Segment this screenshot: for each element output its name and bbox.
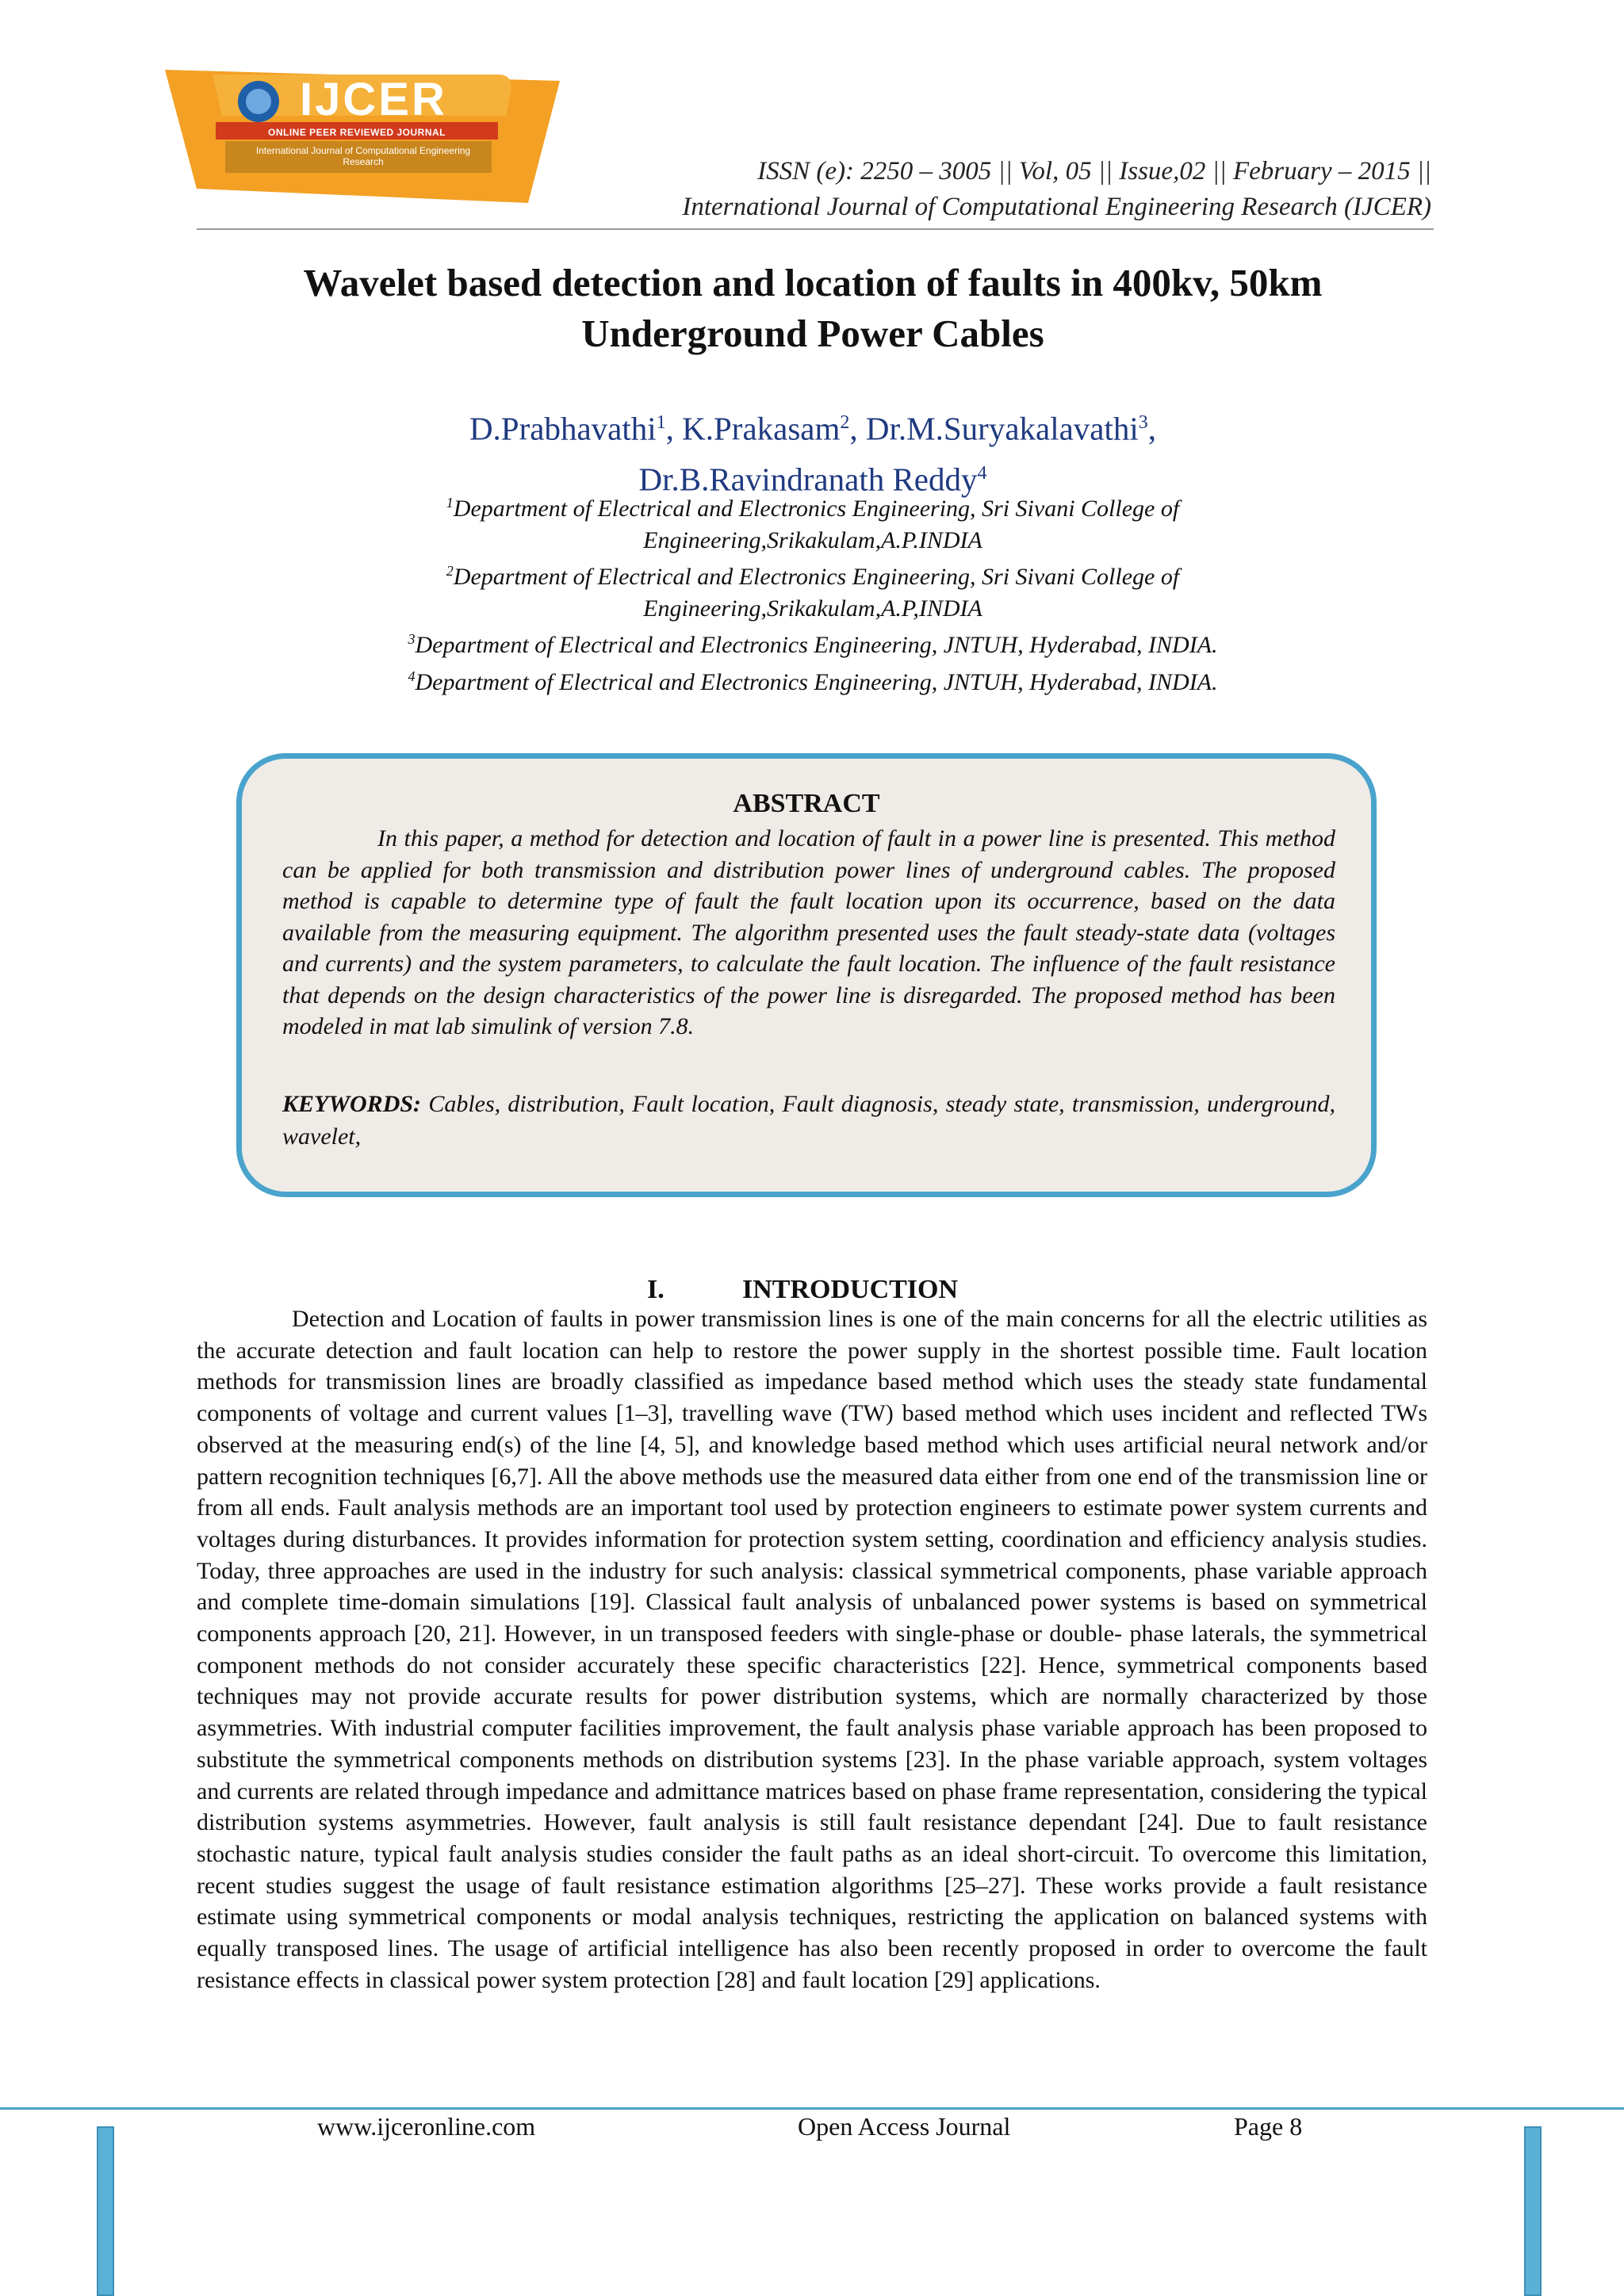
keywords-list: Cables, distribution, Fault location, Fault diagnosis, steady state, transmission, underground, wavelet,	[282, 1091, 1335, 1150]
logo-tagline: ONLINE PEER REVIEWED JOURNAL	[267, 127, 446, 138]
paper-title-line1: Wavelet based detection and location of faults in 400kv, 50km	[303, 261, 1323, 304]
logo-name: IJCER	[300, 74, 447, 125]
affiliation-text: Department of Electrical and Electronics Engineering, JNTUH, Hyderabad, INDIA.	[415, 632, 1218, 658]
author-name: D.Prabhavathi	[469, 410, 657, 447]
author-name: Dr.M.Suryakalavathi	[865, 410, 1139, 447]
abstract-heading: ABSTRACT	[733, 789, 880, 818]
right-border-bar	[1524, 2126, 1542, 2296]
affiliation-item	[238, 488, 1388, 525]
affiliation-sup: 3	[408, 631, 416, 647]
author-sup: 3	[1138, 412, 1148, 433]
section-title: INTRODUCTION	[742, 1275, 959, 1304]
affiliation-item	[238, 661, 1388, 698]
section-number: I.	[647, 1275, 665, 1304]
affiliation-sup: 4	[408, 668, 416, 684]
author-name: K.Prakasam	[682, 410, 841, 447]
author-list	[159, 400, 1467, 501]
introduction-paragraph: Detection and Location of faults in power transmission lines is one of the main concerns for all the electric utilities as the accurate detection and fault location can help to restore the power supply in the shortest possible time. Fault location methods for transmission lines are broadly classified as impedance based method which uses the steady state fundamental components of voltage and current values [1–3], travelling wave (TW) based method which uses incident and reflected TWs observed at the measuring end(s) of the line [4, 5], and knowledge based method which uses artificial neural network and/or pattern recognition techniques [6,7]. All the above methods use the measured data either from one end of the transmission line or from all ends. Fault analysis methods are an important tool used by protection engineers to estimate power system currents and voltages during disturbances. It provides information for protection system setting, coordination and efficiency analysis studies. Today, three approaches are used in the industry for such analysis: classical symmetrical components, phase variable approach and complete time-domain simulations [19]. Classical fault analysis of unbalanced power systems is based on symmetrical components approach [20, 21]. However, in un transposed feeders with single-phase or double- phase laterals, the symmetrical component methods do not consider accurately these specific characteristics [22]. Hence, symmetrical components based techniques may not provide accurate results for power distribution systems, which are normally characterized by those asymmetries. With industrial computer facilities improvement, the fault analysis phase variable approach has been proposed to substitute the symmetrical components methods on distribution systems [23]. In the phase variable approach, system voltages and currents are related through impedance and admittance matrices based on phase frame representation, considering the typical distribution systems asymmetries. However, fault analysis is still fault resistance dependant [24]. Due to fault resistance stochastic nature, typical fault analysis studies consider the fault paths as an ideal short-circuit. To overcome this limitation, recent studies suggest the usage of fault resistance estimation algorithms [25–27]. These works provide a fault resistance estimate using symmetrical components or modal analysis techniques, restricting the application on balanced systems with equally transposed lines. The usage of artificial intelligence has also been recently proposed in order to overcome the fault resistance effects in classical power system protection [28] and fault location [29] applications.	[197, 1306, 1427, 1993]
introduction-body	[197, 1303, 1427, 1996]
affiliation-item-cont: Engineering,Srikakulam,A.P.INDIA	[643, 526, 982, 553]
section-heading-introduction	[647, 1275, 958, 1305]
affiliation-item	[238, 556, 1388, 593]
footer-journal-type: Open Access Journal	[798, 2112, 1011, 2141]
author-sup: 1	[656, 412, 666, 433]
affiliation-text: Department of Electrical and Electronics Engineering, JNTUH, Hyderabad, INDIA.	[415, 668, 1218, 695]
page-number: Page 8	[1234, 2112, 1303, 2141]
journal-logo	[165, 70, 560, 203]
journal-name-line: International Journal of Computational Engineering Research (IJCER)	[682, 193, 1431, 221]
author-sup: 2	[840, 412, 850, 433]
author-name: Dr.B.Ravindranath Reddy	[638, 461, 978, 498]
keywords	[282, 1088, 1335, 1153]
paper-title	[159, 258, 1467, 359]
author-sup: 4	[977, 462, 987, 484]
abstract-body: In this paper, a method for detection and location of fault in a power line is presented. This method can be applied for both transmission and distribution power lines of underground cables. The proposed method is capable to determine type of fault the fault location upon its occurrence, based on the data available from the measuring equipment. The algorithm presented uses the fault steady-state data (voltages and currents) and the system parameters, to calculate the fault location. The influence of the fault resistance that depends on the design characteristics of the power line is disregarded. The proposed method has been modeled in mat lab simulink of version 7.8.	[282, 825, 1335, 1039]
keywords-label: KEYWORDS:	[282, 1091, 422, 1117]
affiliation-sup: 1	[446, 495, 454, 511]
affiliation-item	[238, 624, 1388, 661]
footer-divider	[0, 2107, 1624, 2110]
left-border-bar	[97, 2126, 114, 2296]
abstract-text	[282, 823, 1335, 1043]
affiliation-text: Department of Electrical and Electronics Engineering, Sri Sivani College of	[453, 496, 1180, 522]
affiliation-text: Department of Electrical and Electronics Engineering, Sri Sivani College of	[453, 564, 1180, 590]
footer-url: www.ijceronline.com	[317, 2112, 536, 2141]
affiliation-item-cont: Engineering,Srikakulam,A.P,INDIA	[643, 595, 982, 622]
paper-title-line2: Underground Power Cables	[581, 312, 1044, 355]
affiliation-sup: 2	[446, 563, 454, 579]
journal-issn-line: ISSN (e): 2250 – 3005 || Vol, 05 || Issue,02 || February – 2015 ||	[757, 157, 1431, 186]
logo-subtitle: International Journal of Computational Engineering Research	[255, 145, 471, 167]
header-divider	[197, 228, 1434, 230]
author-line1: D.Prabhavathi$^1$, K.Prakasam$^2$, Dr.M.Suryakalavathi$^3$,	[469, 410, 1157, 447]
affiliation-list	[238, 488, 1388, 698]
